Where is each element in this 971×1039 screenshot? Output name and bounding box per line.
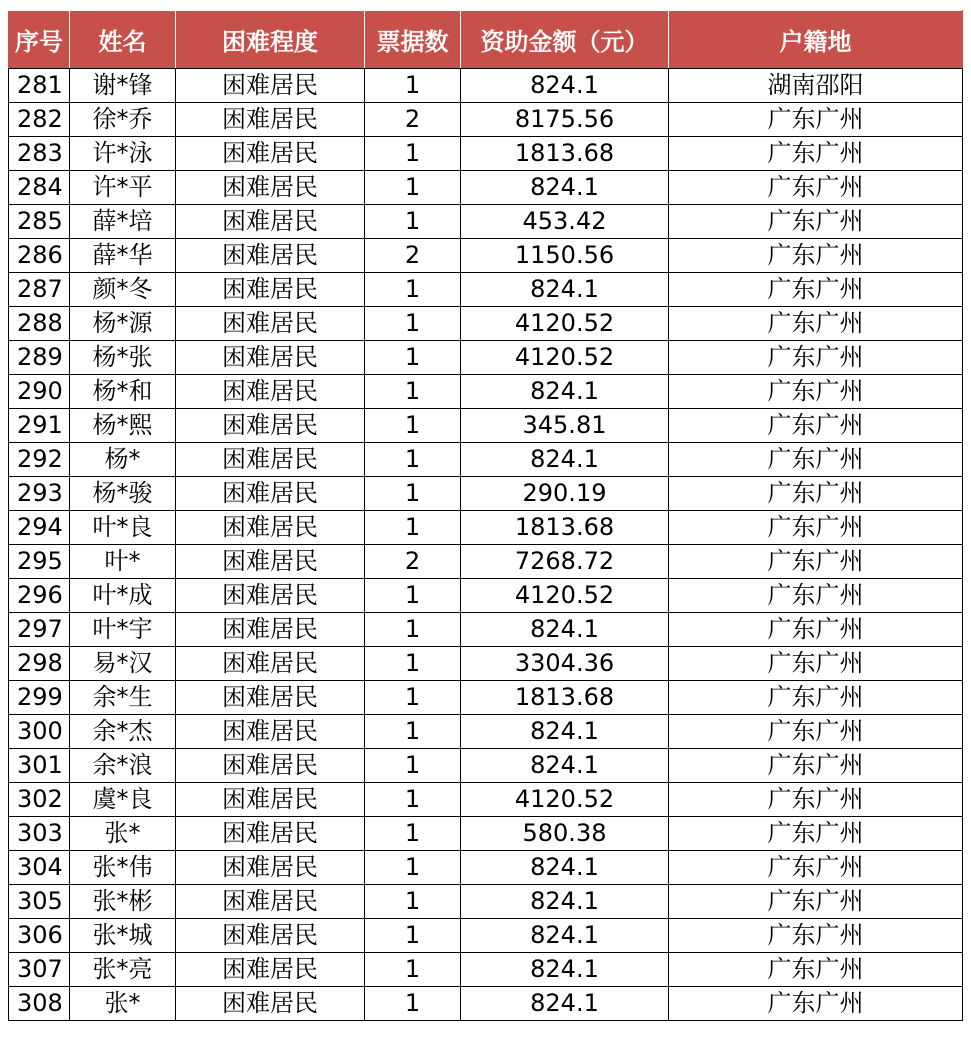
cell-origin: 广东广州 (669, 341, 963, 375)
cell-receipts: 2 (365, 545, 461, 579)
cell-origin: 广东广州 (669, 103, 963, 137)
cell-receipts: 1 (365, 137, 461, 171)
cell-amount: 453.42 (461, 205, 669, 239)
table-row (9, 171, 963, 205)
cell-seq: 301 (9, 749, 70, 783)
cell-amount: 580.38 (461, 817, 669, 851)
cell-name: 徐*乔 (70, 103, 176, 137)
cell-origin: 广东广州 (669, 579, 963, 613)
cell-receipts: 1 (365, 443, 461, 477)
cell-seq: 295 (9, 545, 70, 579)
cell-difficulty: 困难居民 (176, 579, 365, 613)
table-row (9, 817, 963, 851)
cell-amount: 1813.68 (461, 511, 669, 545)
cell-amount: 824.1 (461, 749, 669, 783)
cell-difficulty: 困难居民 (176, 239, 365, 273)
header-difficulty: 困难程度 (176, 11, 365, 69)
cell-amount: 824.1 (461, 987, 669, 1021)
cell-name: 薛*华 (70, 239, 176, 273)
cell-name: 易*汉 (70, 647, 176, 681)
cell-origin: 广东广州 (669, 273, 963, 307)
table-row (9, 783, 963, 817)
cell-origin: 广东广州 (669, 239, 963, 273)
cell-receipts: 1 (365, 647, 461, 681)
header-amount: 资助金额（元） (461, 11, 669, 69)
cell-difficulty: 困难居民 (176, 749, 365, 783)
cell-difficulty: 困难居民 (176, 103, 365, 137)
cell-name: 杨*骏 (70, 477, 176, 511)
cell-amount: 824.1 (461, 375, 669, 409)
cell-receipts: 1 (365, 885, 461, 919)
cell-amount: 824.1 (461, 443, 669, 477)
cell-difficulty: 困难居民 (176, 885, 365, 919)
cell-difficulty: 困难居民 (176, 69, 365, 103)
cell-name: 余*生 (70, 681, 176, 715)
cell-seq: 300 (9, 715, 70, 749)
cell-name: 余*浪 (70, 749, 176, 783)
cell-receipts: 2 (365, 103, 461, 137)
cell-seq: 286 (9, 239, 70, 273)
cell-origin: 湖南邵阳 (669, 69, 963, 103)
cell-name: 杨*和 (70, 375, 176, 409)
cell-amount: 824.1 (461, 69, 669, 103)
header-receipts: 票据数 (365, 11, 461, 69)
cell-name: 张*彬 (70, 885, 176, 919)
cell-origin: 广东广州 (669, 137, 963, 171)
cell-name: 薛*培 (70, 205, 176, 239)
cell-receipts: 1 (365, 375, 461, 409)
table-row (9, 409, 963, 443)
cell-difficulty: 困难居民 (176, 375, 365, 409)
cell-receipts: 1 (365, 307, 461, 341)
cell-name: 虞*良 (70, 783, 176, 817)
cell-difficulty: 困难居民 (176, 477, 365, 511)
cell-name: 杨*熙 (70, 409, 176, 443)
table-row (9, 851, 963, 885)
cell-amount: 824.1 (461, 851, 669, 885)
cell-seq: 296 (9, 579, 70, 613)
cell-origin: 广东广州 (669, 987, 963, 1021)
cell-seq: 284 (9, 171, 70, 205)
cell-difficulty: 困难居民 (176, 511, 365, 545)
cell-difficulty: 困难居民 (176, 205, 365, 239)
table-row (9, 341, 963, 375)
cell-name: 颜*冬 (70, 273, 176, 307)
cell-difficulty: 困难居民 (176, 409, 365, 443)
cell-name: 叶*良 (70, 511, 176, 545)
cell-name: 余*杰 (70, 715, 176, 749)
cell-origin: 广东广州 (669, 545, 963, 579)
cell-receipts: 1 (365, 409, 461, 443)
cell-receipts: 1 (365, 715, 461, 749)
cell-receipts: 2 (365, 239, 461, 273)
cell-seq: 307 (9, 953, 70, 987)
cell-name: 叶*成 (70, 579, 176, 613)
table-row (9, 69, 963, 103)
cell-seq: 298 (9, 647, 70, 681)
header-row (9, 11, 963, 69)
header-origin: 户籍地 (669, 11, 963, 69)
cell-seq: 281 (9, 69, 70, 103)
cell-difficulty: 困难居民 (176, 817, 365, 851)
cell-difficulty: 困难居民 (176, 273, 365, 307)
table-row (9, 375, 963, 409)
table-row (9, 137, 963, 171)
cell-origin: 广东广州 (669, 307, 963, 341)
cell-origin: 广东广州 (669, 647, 963, 681)
table-row (9, 443, 963, 477)
cell-receipts: 1 (365, 511, 461, 545)
cell-difficulty: 困难居民 (176, 613, 365, 647)
cell-amount: 1813.68 (461, 137, 669, 171)
cell-receipts: 1 (365, 205, 461, 239)
cell-receipts: 1 (365, 817, 461, 851)
cell-seq: 292 (9, 443, 70, 477)
cell-receipts: 1 (365, 953, 461, 987)
cell-seq: 288 (9, 307, 70, 341)
cell-seq: 302 (9, 783, 70, 817)
cell-receipts: 1 (365, 987, 461, 1021)
cell-difficulty: 困难居民 (176, 919, 365, 953)
cell-receipts: 1 (365, 69, 461, 103)
table-row (9, 477, 963, 511)
cell-amount: 4120.52 (461, 783, 669, 817)
cell-origin: 广东广州 (669, 477, 963, 511)
cell-seq: 308 (9, 987, 70, 1021)
cell-receipts: 1 (365, 919, 461, 953)
cell-amount: 824.1 (461, 273, 669, 307)
cell-name: 许*平 (70, 171, 176, 205)
cell-origin: 广东广州 (669, 817, 963, 851)
cell-amount: 8175.56 (461, 103, 669, 137)
table-row (9, 885, 963, 919)
cell-seq: 306 (9, 919, 70, 953)
cell-seq: 287 (9, 273, 70, 307)
cell-name: 许*泳 (70, 137, 176, 171)
cell-seq: 293 (9, 477, 70, 511)
cell-name: 杨*张 (70, 341, 176, 375)
cell-origin: 广东广州 (669, 851, 963, 885)
cell-name: 谢*锋 (70, 69, 176, 103)
table-row (9, 647, 963, 681)
cell-difficulty: 困难居民 (176, 681, 365, 715)
table-row (9, 953, 963, 987)
cell-receipts: 1 (365, 341, 461, 375)
cell-name: 张* (70, 817, 176, 851)
cell-origin: 广东广州 (669, 953, 963, 987)
cell-difficulty: 困难居民 (176, 647, 365, 681)
cell-origin: 广东广州 (669, 409, 963, 443)
cell-receipts: 1 (365, 681, 461, 715)
subsidy-table (8, 10, 963, 1021)
table-body (9, 69, 963, 1021)
cell-origin: 广东广州 (669, 511, 963, 545)
cell-difficulty: 困难居民 (176, 545, 365, 579)
cell-amount: 824.1 (461, 171, 669, 205)
cell-seq: 305 (9, 885, 70, 919)
cell-amount: 3304.36 (461, 647, 669, 681)
table-row (9, 545, 963, 579)
table-row (9, 613, 963, 647)
table-row (9, 273, 963, 307)
cell-seq: 294 (9, 511, 70, 545)
cell-amount: 824.1 (461, 715, 669, 749)
cell-seq: 291 (9, 409, 70, 443)
cell-receipts: 1 (365, 783, 461, 817)
table-row (9, 239, 963, 273)
cell-origin: 广东广州 (669, 919, 963, 953)
cell-name: 张* (70, 987, 176, 1021)
cell-origin: 广东广州 (669, 613, 963, 647)
cell-seq: 304 (9, 851, 70, 885)
table-row (9, 579, 963, 613)
cell-amount: 1813.68 (461, 681, 669, 715)
cell-origin: 广东广州 (669, 681, 963, 715)
cell-difficulty: 困难居民 (176, 443, 365, 477)
table-row (9, 715, 963, 749)
cell-receipts: 1 (365, 749, 461, 783)
cell-amount: 824.1 (461, 613, 669, 647)
cell-origin: 广东广州 (669, 749, 963, 783)
cell-name: 叶*宇 (70, 613, 176, 647)
cell-amount: 1150.56 (461, 239, 669, 273)
cell-difficulty: 困难居民 (176, 715, 365, 749)
cell-amount: 290.19 (461, 477, 669, 511)
cell-name: 张*伟 (70, 851, 176, 885)
cell-amount: 824.1 (461, 885, 669, 919)
table-row (9, 919, 963, 953)
table-header (9, 11, 963, 69)
cell-amount: 345.81 (461, 409, 669, 443)
table-row (9, 205, 963, 239)
cell-name: 叶* (70, 545, 176, 579)
cell-difficulty: 困难居民 (176, 953, 365, 987)
table-row (9, 103, 963, 137)
cell-amount: 7268.72 (461, 545, 669, 579)
cell-origin: 广东广州 (669, 443, 963, 477)
cell-name: 杨* (70, 443, 176, 477)
cell-seq: 282 (9, 103, 70, 137)
cell-amount: 824.1 (461, 919, 669, 953)
cell-origin: 广东广州 (669, 205, 963, 239)
cell-origin: 广东广州 (669, 783, 963, 817)
cell-amount: 4120.52 (461, 341, 669, 375)
cell-amount: 824.1 (461, 953, 669, 987)
table-row (9, 987, 963, 1021)
cell-difficulty: 困难居民 (176, 341, 365, 375)
cell-amount: 4120.52 (461, 307, 669, 341)
cell-seq: 297 (9, 613, 70, 647)
cell-difficulty: 困难居民 (176, 137, 365, 171)
cell-seq: 299 (9, 681, 70, 715)
cell-seq: 289 (9, 341, 70, 375)
header-name: 姓名 (70, 11, 176, 69)
cell-receipts: 1 (365, 579, 461, 613)
cell-difficulty: 困难居民 (176, 851, 365, 885)
cell-seq: 290 (9, 375, 70, 409)
cell-name: 杨*源 (70, 307, 176, 341)
cell-receipts: 1 (365, 613, 461, 647)
table-row (9, 749, 963, 783)
table-row (9, 681, 963, 715)
cell-amount: 4120.52 (461, 579, 669, 613)
cell-difficulty: 困难居民 (176, 171, 365, 205)
table-row (9, 307, 963, 341)
cell-receipts: 1 (365, 851, 461, 885)
cell-difficulty: 困难居民 (176, 307, 365, 341)
cell-name: 张*亮 (70, 953, 176, 987)
cell-seq: 303 (9, 817, 70, 851)
cell-seq: 283 (9, 137, 70, 171)
cell-seq: 285 (9, 205, 70, 239)
cell-receipts: 1 (365, 273, 461, 307)
cell-origin: 广东广州 (669, 171, 963, 205)
header-seq: 序号 (9, 11, 70, 69)
cell-name: 张*城 (70, 919, 176, 953)
cell-origin: 广东广州 (669, 715, 963, 749)
cell-difficulty: 困难居民 (176, 987, 365, 1021)
cell-origin: 广东广州 (669, 375, 963, 409)
cell-origin: 广东广州 (669, 885, 963, 919)
cell-receipts: 1 (365, 171, 461, 205)
table-row (9, 511, 963, 545)
cell-receipts: 1 (365, 477, 461, 511)
cell-difficulty: 困难居民 (176, 783, 365, 817)
